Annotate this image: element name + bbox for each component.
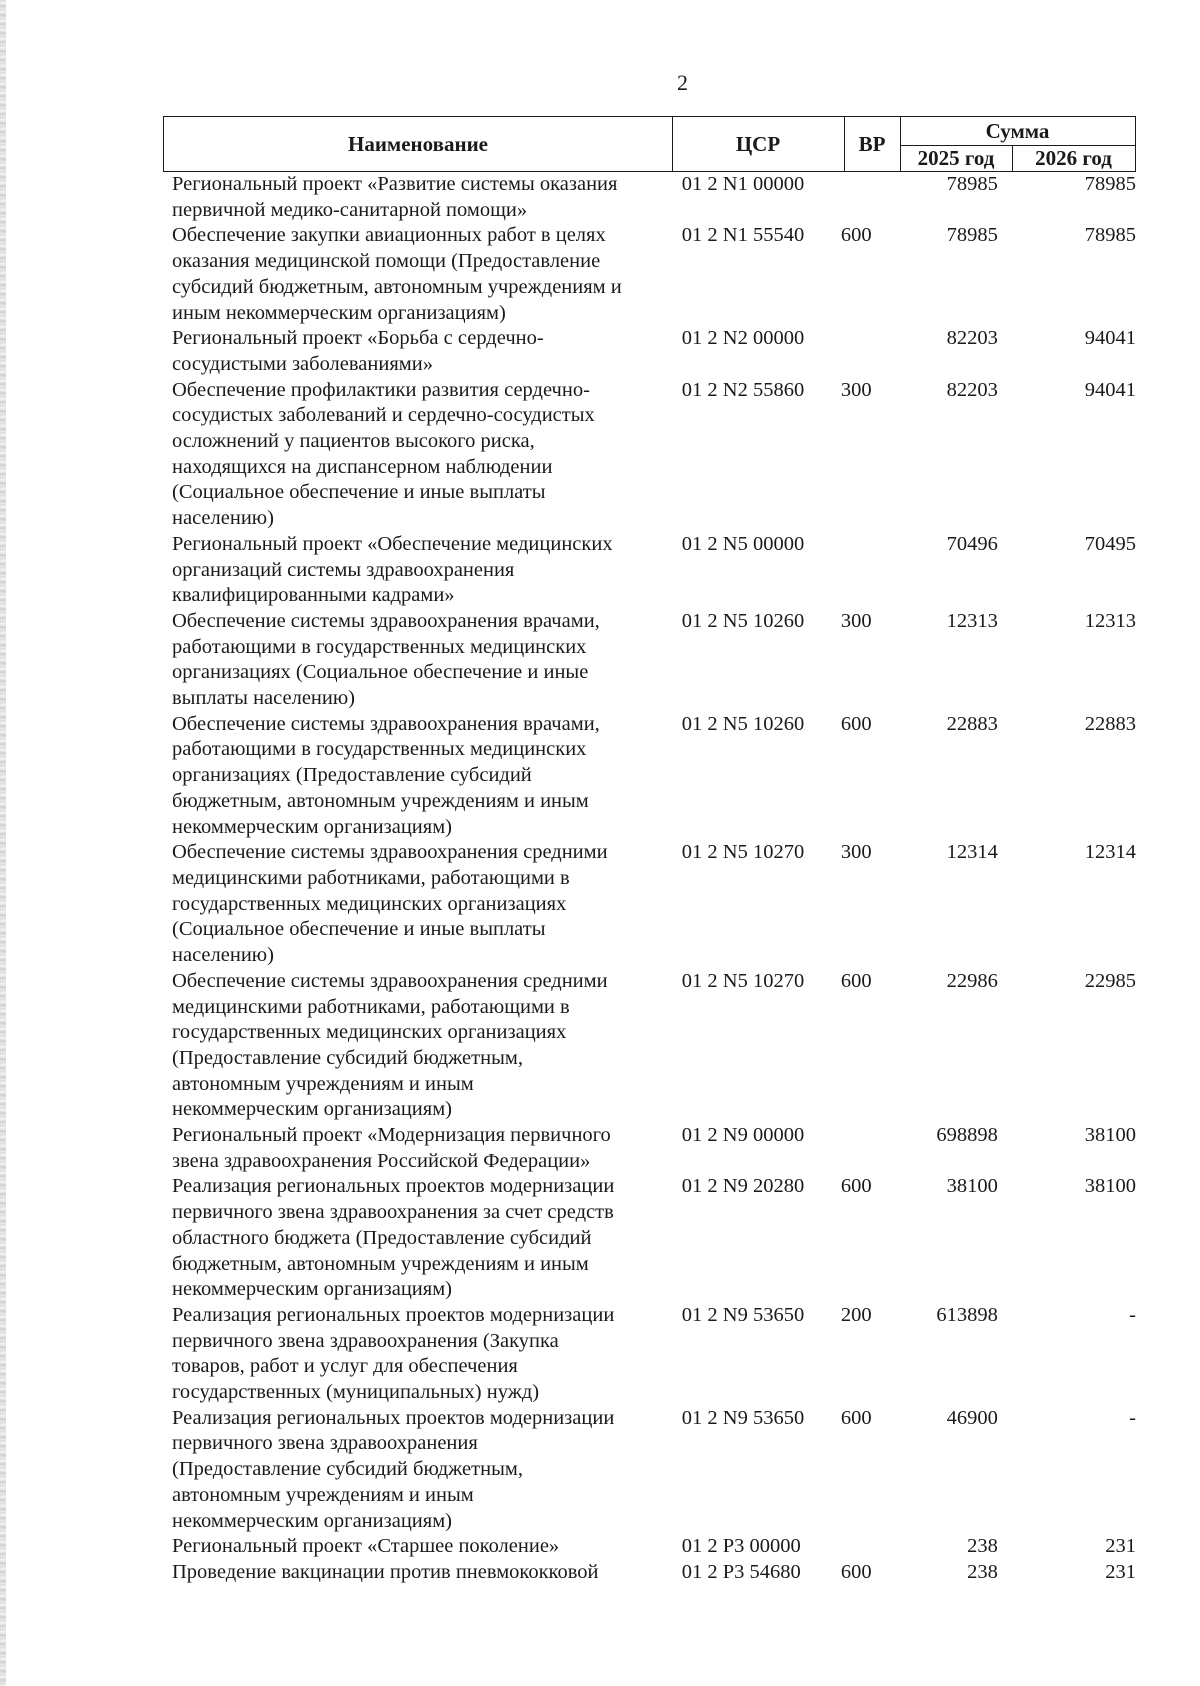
row-name: Региональный проект «Обеспечение медицинских организаций системы здравоохранения квалифицированными кадрами» xyxy=(172,532,613,607)
row-name: Обеспечение закупки авиационных работ в целях оказания медицинской помощи (Предоставление субсидий бюджетным, автономным учреждениям и иным некоммерческим организациям) xyxy=(172,224,622,324)
table-row xyxy=(163,532,1136,609)
row-csr: 01 2 N1 00000 xyxy=(681,173,805,195)
table-row xyxy=(163,1174,1136,1303)
table-row xyxy=(163,1406,1136,1535)
row-sum-2026: 94041 xyxy=(1084,378,1136,401)
row-sum-2026: 22883 xyxy=(1084,712,1136,735)
row-sum-2025: 38100 xyxy=(946,1175,998,1198)
row-csr: 01 2 N5 10260 xyxy=(681,609,805,632)
row-csr: 01 2 N1 55540 xyxy=(681,224,805,247)
row-sum-2025: 22883 xyxy=(946,712,998,735)
table-row xyxy=(163,1534,1136,1560)
header-year-2026: 2026 год xyxy=(1035,145,1112,170)
header-csr: ЦСР xyxy=(672,117,845,171)
budget-table xyxy=(163,116,1136,1586)
table-row xyxy=(163,326,1136,377)
row-csr: 01 2 N9 20280 xyxy=(681,1175,805,1198)
row-vr: 600 xyxy=(840,224,872,247)
row-sum-2026: 78985 xyxy=(1084,173,1136,195)
row-vr: 600 xyxy=(840,1175,872,1198)
table-row xyxy=(163,172,1136,223)
page-number: 2 xyxy=(677,70,688,95)
row-sum-2026: 22985 xyxy=(1084,969,1136,992)
row-sum-2025: 78985 xyxy=(946,173,998,195)
row-vr: 600 xyxy=(840,1560,872,1583)
row-sum-2026: 231 xyxy=(1105,1535,1136,1558)
table-row xyxy=(163,969,1136,1123)
table-row xyxy=(163,712,1136,841)
row-sum-2026: 12313 xyxy=(1084,609,1136,632)
row-sum-2025: 238 xyxy=(967,1560,998,1583)
row-csr: 01 2 N2 55860 xyxy=(681,378,805,401)
row-sum-2026: 94041 xyxy=(1084,327,1136,350)
row-name: Проведение вакцинации против пневмококковой xyxy=(172,1560,599,1583)
row-name: Региональный проект «Модернизация первичного звена здравоохранения Российской Федерации» xyxy=(172,1124,611,1172)
row-csr: 01 2 N9 00000 xyxy=(681,1124,805,1147)
header-name: Наименование xyxy=(164,117,673,171)
row-csr: 01 2 N5 10270 xyxy=(681,969,805,992)
table-body xyxy=(163,172,1136,1586)
row-vr: 200 xyxy=(840,1303,872,1326)
row-name: Обеспечение системы здравоохранения средними медицинскими работниками, работающими в государственных медицинских организациях (Предоставление субсидий бюджетным, автономным учреждениям и иным некоммерческим организациям) xyxy=(172,969,608,1121)
row-sum-2025: 78985 xyxy=(946,224,998,247)
row-name: Региональный проект «Развитие системы оказания первичной медико-санитарной помощи» xyxy=(172,173,618,221)
row-vr: 300 xyxy=(840,841,872,864)
table-row xyxy=(163,223,1136,326)
row-vr: 600 xyxy=(840,712,872,735)
row-csr: 01 2 N2 00000 xyxy=(681,327,805,350)
row-csr: 01 2 N9 53650 xyxy=(681,1303,805,1326)
row-sum-2026: 231 xyxy=(1105,1560,1136,1583)
row-csr: 01 2 N5 10260 xyxy=(681,712,805,735)
row-sum-2026: 12314 xyxy=(1084,841,1136,864)
row-name: Региональный проект «Старшее поколение» xyxy=(172,1535,560,1558)
row-csr: 01 2 P3 54680 xyxy=(681,1560,801,1583)
table-row xyxy=(163,1123,1136,1174)
row-sum-2025: 12313 xyxy=(946,609,998,632)
table-row xyxy=(163,840,1136,969)
row-sum-2025: 22986 xyxy=(946,969,998,992)
row-name: Реализация региональных проектов модернизации первичного звена здравоохранения за счет средств областного бюджета (Предоставление субсидий бюджетным, автономным учреждениям и иным некоммерческим организациям) xyxy=(172,1175,615,1301)
table-row xyxy=(163,378,1136,532)
row-csr: 01 2 N5 10270 xyxy=(681,841,805,864)
row-name: Реализация региональных проектов модернизации первичного звена здравоохранения (Закупка товаров, работ и услуг для обеспечения государственных (муниципальных) нужд) xyxy=(172,1303,615,1404)
row-name: Обеспечение системы здравоохранения средними медицинскими работниками, работающими в государственных медицинских организациях (Социальное обеспечение и иные выплаты населению) xyxy=(172,841,608,967)
row-name: Обеспечение системы здравоохранения врачами, работающими в государственных медицинских организациях (Социальное обеспечение и иные выплаты населению) xyxy=(172,609,600,710)
header-year-2025: 2025 год xyxy=(900,145,1013,171)
header-sum: Сумма xyxy=(900,117,1135,146)
table-header xyxy=(163,116,1136,172)
row-csr: 01 2 P3 00000 xyxy=(681,1535,801,1558)
scan-edge xyxy=(0,0,6,1686)
header-vr: ВР xyxy=(844,117,901,171)
table-row xyxy=(163,1560,1136,1586)
row-sum-2025: 46900 xyxy=(946,1406,998,1429)
row-name: Реализация региональных проектов модернизации первичного звена здравоохранения (Предоставление субсидий бюджетным, автономным учреждениям и иным некоммерческим организациям) xyxy=(172,1406,615,1532)
row-name: Обеспечение профилактики развития сердечно- сосудистых заболеваний и сердечно-сосудистых осложнений у пациентов высокого риска, находящихся на диспансерном наблюдении (Социальное обеспечение и иные выплаты населению) xyxy=(172,378,595,530)
row-vr: 600 xyxy=(840,1406,872,1429)
row-sum-2026: 70495 xyxy=(1084,532,1136,555)
row-vr: 300 xyxy=(840,609,872,632)
row-sum-2025: 82203 xyxy=(946,378,998,401)
row-sum-2025: 698898 xyxy=(936,1124,998,1147)
row-sum-2026: 78985 xyxy=(1084,224,1136,247)
row-csr: 01 2 N5 00000 xyxy=(681,532,805,555)
row-sum-2026: 38100 xyxy=(1084,1124,1136,1147)
row-sum-2025: 238 xyxy=(967,1535,998,1558)
row-vr: 600 xyxy=(840,969,872,992)
row-sum-2026: - xyxy=(1129,1406,1136,1429)
row-sum-2026: - xyxy=(1129,1303,1136,1326)
row-sum-2025: 70496 xyxy=(946,532,998,555)
row-name: Обеспечение системы здравоохранения врачами, работающими в государственных медицинских организациях (Предоставление субсидий бюджетным, автономным учреждениям и иным некоммерческим организациям) xyxy=(172,712,600,838)
table-row xyxy=(163,609,1136,712)
row-sum-2026: 38100 xyxy=(1084,1175,1136,1198)
row-name: Региональный проект «Борьба с сердечно- сосудистыми заболеваниями» xyxy=(172,327,544,375)
row-vr: 300 xyxy=(840,378,872,401)
row-sum-2025: 613898 xyxy=(936,1303,998,1326)
row-csr: 01 2 N9 53650 xyxy=(681,1406,805,1429)
row-sum-2025: 82203 xyxy=(946,327,998,350)
table-row xyxy=(163,1303,1136,1406)
row-sum-2025: 12314 xyxy=(946,841,998,864)
